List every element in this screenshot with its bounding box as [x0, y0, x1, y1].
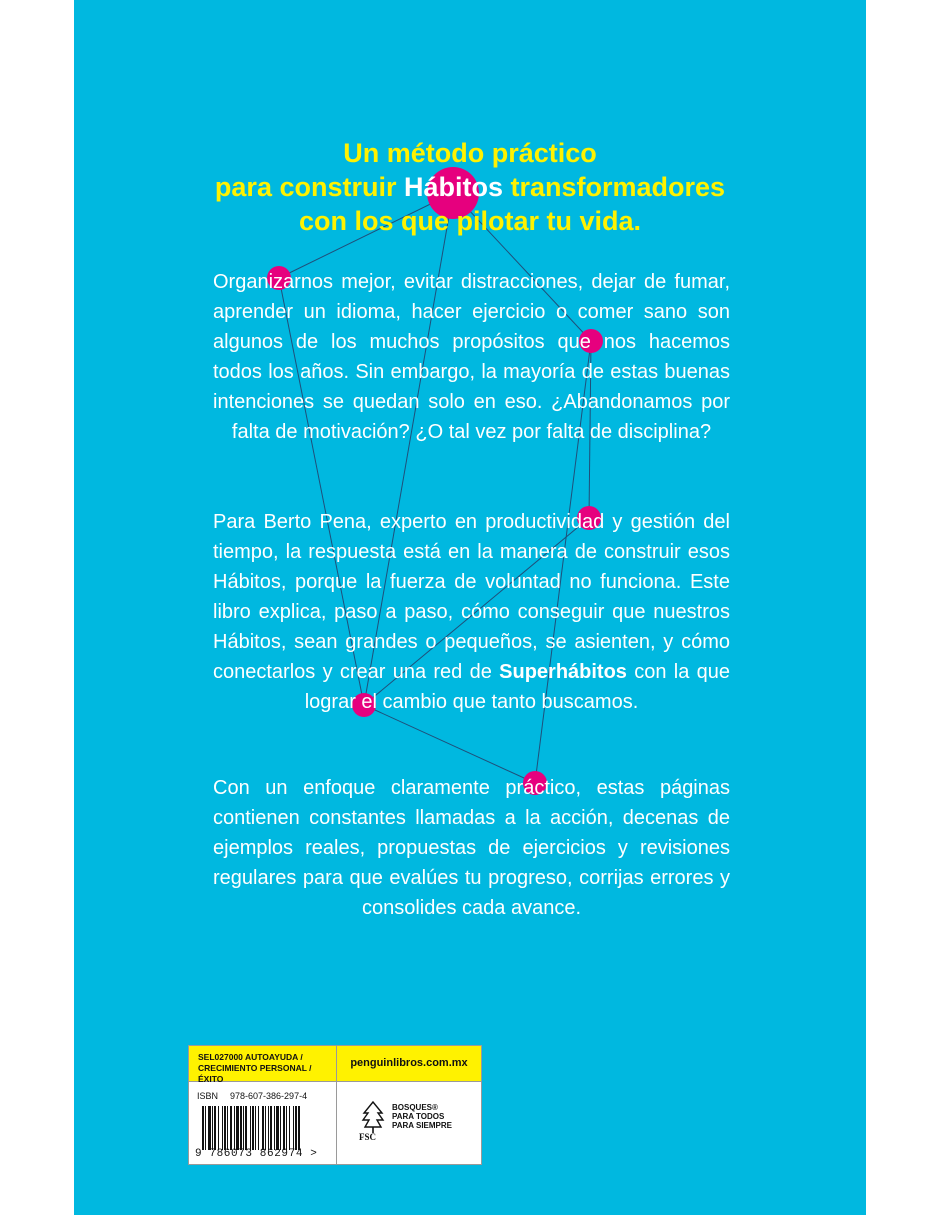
back-cover [74, 0, 866, 1215]
blurb-paragraph-3: Con un enfoque claramente práctico, estas páginas contienen constantes llamadas a la acción, decenas de ejemplos reales, propuestas de ejercicios y revisiones regulares para que evalúes tu progreso, corrijas errores y consolides cada avance. [213, 777, 730, 919]
tagline [74, 136, 866, 238]
barcode-digits: 9 786073 862974 > [195, 1148, 318, 1160]
website-text: penguinlibros.com.mx [350, 1057, 468, 1069]
fsc-slogan-line-1: BOSQUES® [392, 1103, 438, 1112]
fsc-tree-icon [360, 1100, 386, 1134]
fsc-certification [337, 1082, 481, 1164]
tagline-line-3: con los que pilotar tu vida. [298, 206, 642, 236]
category-text: SEL027000 AUTOAYUDA / CRECIMIENTO PERSONAL / ÉXITO [198, 1052, 312, 1084]
superhabitos-emphasis: Superhábitos [499, 661, 627, 683]
tagline-highlight-habitos: Hábitos [403, 172, 503, 202]
fsc-slogan-line-3: PARA SIEMPRE [392, 1121, 453, 1130]
tagline-line-2-start: para construir [214, 172, 404, 202]
isbn-line [197, 1091, 319, 1101]
blurb-paragraph-2 [213, 507, 730, 717]
barcode-icon [202, 1106, 328, 1150]
fsc-slogan [392, 1103, 452, 1130]
website-label [337, 1046, 481, 1082]
category-label [189, 1046, 337, 1082]
blurb-paragraph-2-start: Para Berto Pena, experto en productividad y gestión del tiempo, la respuesta está en la manera de construir esos Hábitos, porque la fuerza de voluntad no funciona. Este libro explica, paso a paso, cómo conseguir que nuestros Hábitos, sean grandes o pequeños, se asienten, y cómo conectarlos y crear una red de [213, 511, 730, 683]
fsc-slogan-line-2: PARA TODOS [392, 1112, 445, 1121]
blurb-paragraph-1: Organizarnos mejor, evitar distracciones, dejar de fumar, aprender un idioma, hacer ejercicio o comer sano son algunos de los muchos propósitos que nos hacemos todos los años. Sin embargo, la mayoría de estas buenas intenciones se quedan solo en eso. ¿Abandonamos por falta de motivación? ¿O tal vez por falta de disciplina? [213, 271, 730, 443]
tagline-line-2-end: transformadores [503, 172, 726, 202]
blurb-paragraph-2-end: con la que lograr el cambio que tanto buscamos. [304, 661, 731, 713]
barcode-area [189, 1082, 337, 1164]
tagline-line-2 [74, 170, 866, 204]
fsc-label: FSC [359, 1132, 377, 1142]
isbn-label: ISBN [197, 1091, 219, 1101]
tagline-line-1: Un método práctico [343, 138, 597, 168]
barcode-info-box [188, 1045, 482, 1165]
isbn-number: 978-607-386-297-4 [230, 1091, 308, 1101]
